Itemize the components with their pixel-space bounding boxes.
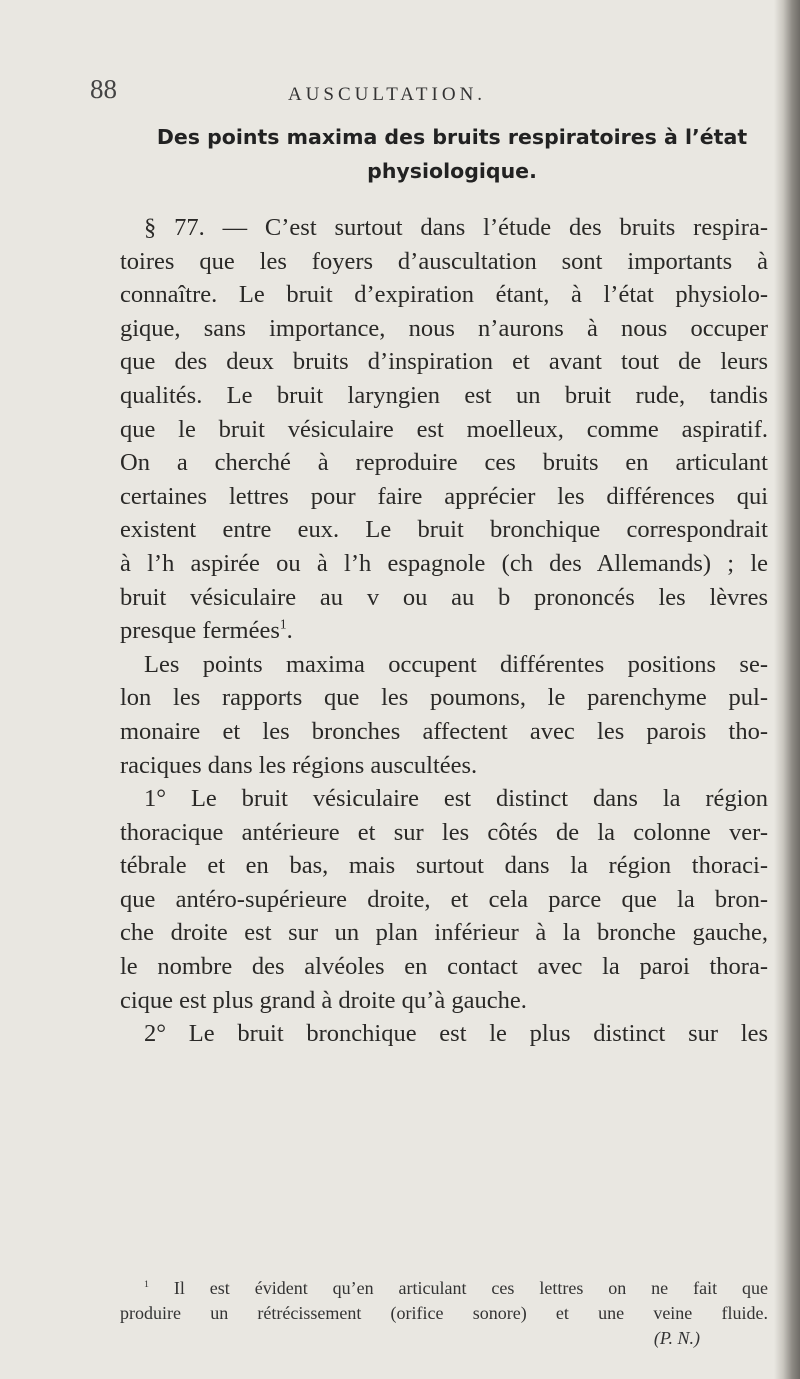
page-number: 88 (90, 74, 117, 104)
body-line: que le bruit vésiculaire est moelleux, comme aspiratif. (120, 415, 768, 443)
body-line: Les points maxima occupent différentes positions se- (144, 650, 768, 678)
footnote-marker: 1 (144, 1279, 149, 1291)
body-line: qualités. Le bruit laryngien est un bruit rude, tandis (120, 381, 768, 409)
footnote-reference: 1 (279, 616, 287, 632)
body-line: bruit vésiculaire au v ou au b prononcés les lèvres (120, 583, 768, 611)
body-line: que des deux bruits d’inspiration et avant tout de leurs (120, 348, 768, 376)
body-line: 1° Le bruit vésiculaire est distinct dans la région (144, 785, 768, 813)
page-edge-shadow (774, 0, 800, 1379)
body-line: tébrale et en bas, mais surtout dans la région thoraci- (120, 852, 768, 880)
body-line-text: presque fermées (120, 617, 280, 645)
body-line: lon les rapports que les poumons, le parenchyme pul- (120, 684, 768, 712)
running-head: AUSCULTATION. (287, 84, 487, 105)
footnote (120, 1276, 768, 1351)
body-line: monaire et les bronches affectent avec les parois tho- (120, 717, 768, 745)
body-line: On a cherché à reproduire ces bruits en articulant (120, 449, 768, 477)
footnote-line: produire un rétrécissement (orifice sonore) et une veine fluide. (120, 1303, 768, 1323)
footnote-text: Il est évident qu’en articulant ces lettres on ne fait que (173, 1278, 768, 1298)
body-line: cique est plus grand à droite qu’à gauche. (120, 986, 527, 1014)
body-line: à l’h aspirée ou à l’h espagnole (ch des Allemands) ; le (120, 549, 768, 577)
section-title-line-1: Des points maxima des bruits respiratoires à l’état (156, 125, 748, 149)
body-line: thoracique antérieure et sur les côtés de la colonne ver- (120, 818, 768, 846)
body-line: le nombre des alvéoles en contact avec la paroi thora- (120, 953, 768, 981)
body-line: connaître. Le bruit d’expiration étant, à l’état physiolo- (120, 281, 768, 309)
body-line: che droite est sur un plan inférieur à la bronche gauche, (120, 919, 768, 947)
body-line: 2° Le bruit bronchique est le plus distinct sur les (144, 1020, 768, 1048)
body-line: toires que les foyers d’auscultation sont importants à (120, 247, 768, 275)
section-title-line-2: physiologique. (367, 159, 537, 183)
section-title (132, 120, 772, 188)
body-line: raciques dans les régions auscultées. (120, 751, 478, 779)
body-line: que antéro-supérieure droite, et cela parce que la bron- (120, 885, 768, 913)
body-text (120, 211, 768, 1051)
body-line: gique, sans importance, nous n’aurons à nous occuper (120, 314, 768, 342)
footnote-signature: (P. N.) (653, 1328, 700, 1348)
body-line: existent entre eux. Le bruit bronchique correspondrait (120, 516, 768, 544)
body-line: certaines lettres pour faire apprécier les différences qui (120, 482, 768, 510)
body-line: § 77. — C’est surtout dans l’étude des bruits respira- (144, 214, 768, 241)
body-line-with-footnote-ref: presque fermées$^1$. (120, 616, 293, 645)
footnote-line (120, 1276, 768, 1301)
